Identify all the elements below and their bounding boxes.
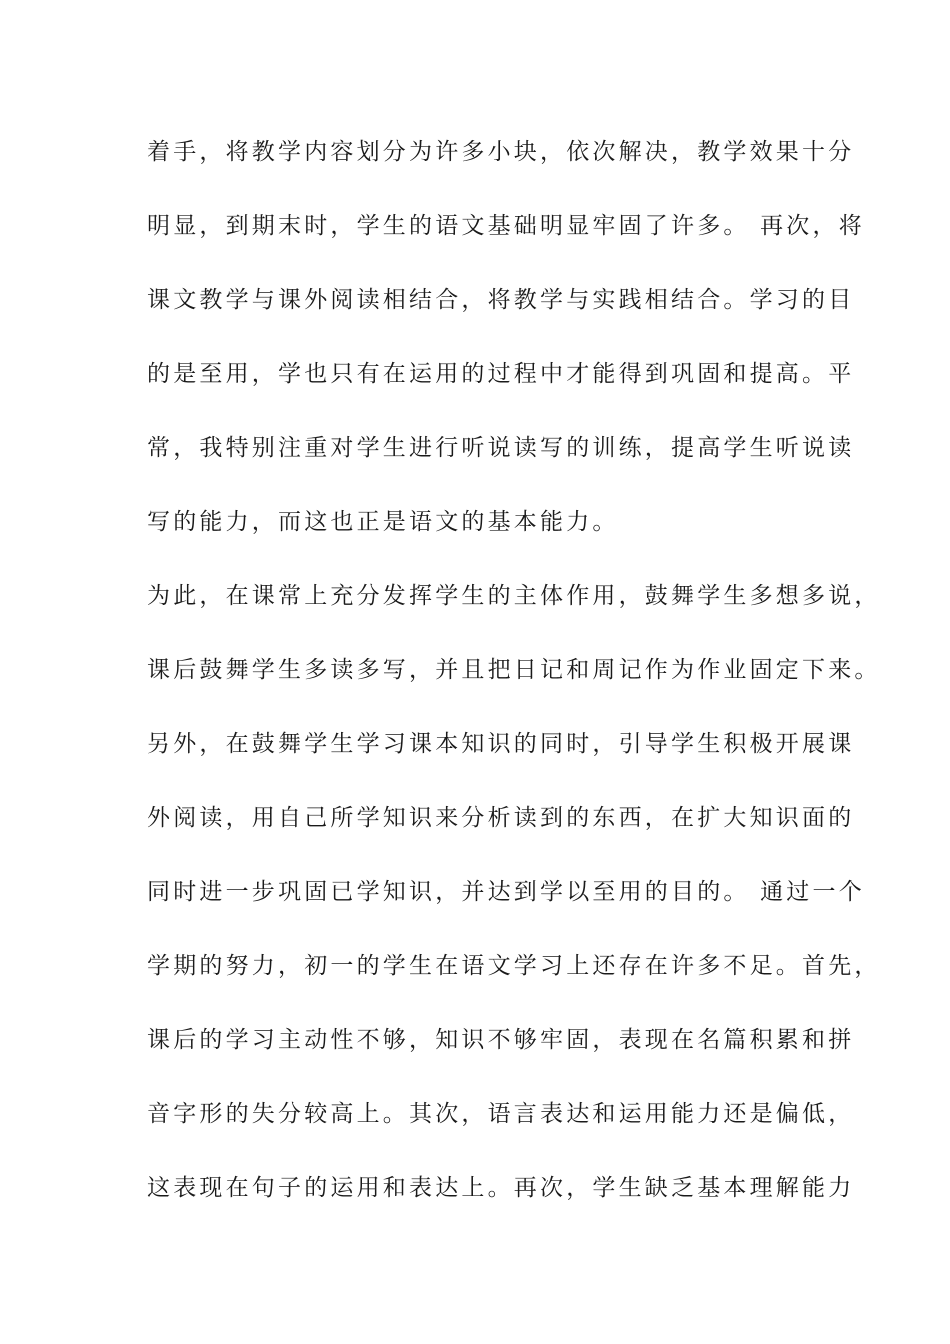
text-line: 写的能力，而这也正是语文的基本能力。 bbox=[147, 509, 619, 535]
text-line: 课后鼓舞学生多读多写，并且把日记和周记作为作业固定下来。 bbox=[147, 657, 881, 683]
text-line: 常，我特别注重对学生进行听说读写的训练，提高学生听说读 bbox=[147, 435, 855, 461]
text-line: 明显，到期末时，学生的语文基础明显牢固了许多。 再次，将 bbox=[147, 213, 865, 239]
text-line: 音字形的失分较高上。其次，语言表达和运用能力还是偏低， bbox=[147, 1101, 855, 1127]
text-line: 课后的学习主动性不够，知识不够牢固，表现在名篇积累和拼 bbox=[147, 1027, 855, 1053]
text-line: 课文教学与课外阅读相结合，将教学与实践相结合。学习的目 bbox=[147, 287, 855, 313]
text-line: 学期的努力，初一的学生在语文学习上还存在许多不足。首先， bbox=[147, 953, 881, 979]
text-line: 外阅读，用自己所学知识来分析读到的东西，在扩大知识面的 bbox=[147, 805, 855, 831]
text-line: 为此，在课常上充分发挥学生的主体作用，鼓舞学生多想多说， bbox=[147, 583, 881, 609]
text-line: 的是至用，学也只有在运用的过程中才能得到巩固和提高。平 bbox=[147, 361, 855, 387]
body-text bbox=[147, 128, 881, 1238]
text-line: 另外，在鼓舞学生学习课本知识的同时，引导学生积极开展课 bbox=[147, 731, 855, 757]
text-line: 同时进一步巩固已学知识，并达到学以至用的目的。 通过一个 bbox=[147, 879, 865, 905]
text-line: 这表现在句子的运用和表达上。再次，学生缺乏基本理解能力 bbox=[147, 1175, 855, 1201]
text-line: 着手，将教学内容划分为许多小块，依次解决，教学效果十分 bbox=[147, 139, 855, 165]
